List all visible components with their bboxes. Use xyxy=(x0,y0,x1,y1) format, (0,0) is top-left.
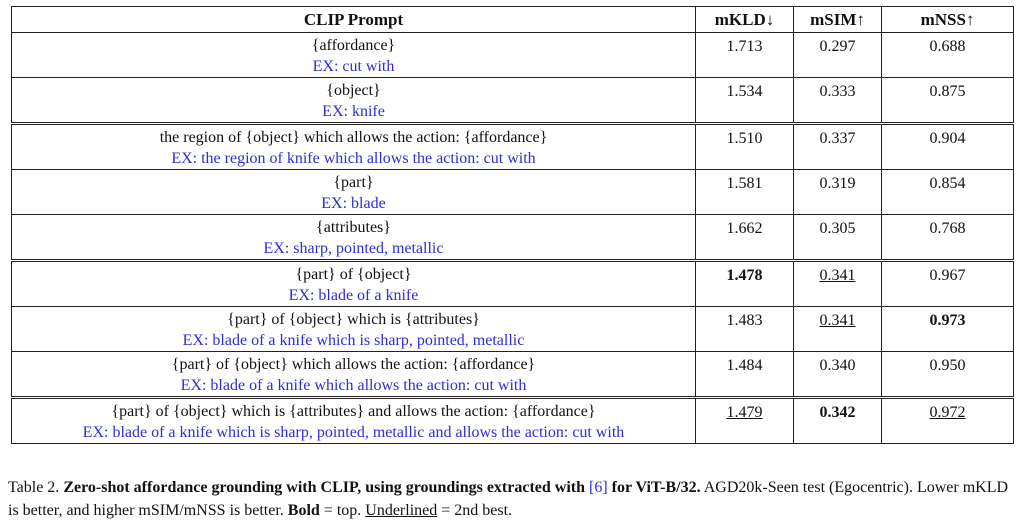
prompt-cell xyxy=(12,215,696,261)
mkld-cell xyxy=(696,215,794,261)
prompt-cell xyxy=(12,78,696,124)
prompt-example: EX: blade of a knife which is sharp, pointed, metallic and allows the action: cut with xyxy=(82,424,625,441)
prompt-cell xyxy=(12,170,696,215)
prompt-cell xyxy=(12,398,696,444)
prompt-example: EX: cut with xyxy=(312,58,395,75)
msim-value: 0.340 xyxy=(819,357,856,374)
table-row xyxy=(12,261,1014,307)
mnss-cell xyxy=(882,170,1014,215)
table-row xyxy=(12,215,1014,261)
mnss-value: 0.875 xyxy=(929,83,966,100)
mkld-cell xyxy=(696,78,794,124)
prompt-template: {object} xyxy=(326,82,381,99)
msim-value: 0.333 xyxy=(819,83,856,100)
mkld-value: 1.478 xyxy=(726,267,763,284)
caption-bold-word: Bold xyxy=(287,502,320,519)
prompt-example: EX: blade of a knife which is sharp, pointed, metallic xyxy=(182,332,525,349)
mnss-value: 0.904 xyxy=(929,130,966,147)
mnss-value: 0.688 xyxy=(929,38,966,55)
msim-cell xyxy=(794,352,882,398)
mkld-value: 1.534 xyxy=(726,83,763,100)
mnss-value: 0.854 xyxy=(929,175,966,192)
msim-value: 0.342 xyxy=(819,404,856,421)
table-row xyxy=(12,398,1014,444)
mkld-value: 1.713 xyxy=(726,38,763,55)
results-table xyxy=(11,6,1014,444)
mkld-value: 1.483 xyxy=(726,312,763,329)
msim-cell xyxy=(794,124,882,170)
msim-value: 0.305 xyxy=(819,220,856,237)
mkld-cell xyxy=(696,124,794,170)
mkld-value: 1.581 xyxy=(726,175,763,192)
caption-text-3: = 2nd best. xyxy=(441,502,513,519)
mkld-value: 1.662 xyxy=(726,220,763,237)
prompt-template: {affordance} xyxy=(311,37,396,54)
msim-cell xyxy=(794,398,882,444)
mkld-cell xyxy=(696,170,794,215)
table-row xyxy=(12,124,1014,170)
mnss-cell xyxy=(882,307,1014,352)
table-row xyxy=(12,78,1014,124)
msim-cell xyxy=(794,78,882,124)
header-mkld: mKLD↓ xyxy=(696,7,794,33)
prompt-template: {part} of {object} xyxy=(295,266,412,283)
mnss-value: 0.972 xyxy=(929,404,966,421)
prompt-example: EX: sharp, pointed, metallic xyxy=(263,240,444,257)
msim-cell xyxy=(794,33,882,78)
caption-label: Table 2. xyxy=(8,479,60,496)
caption-text-2: = top. xyxy=(323,502,362,519)
prompt-example: EX: knife xyxy=(322,103,385,120)
mkld-cell xyxy=(696,398,794,444)
prompt-example: EX: blade of a knife xyxy=(288,287,419,304)
msim-value: 0.337 xyxy=(819,130,856,147)
mnss-cell xyxy=(882,215,1014,261)
mkld-cell xyxy=(696,307,794,352)
mnss-value: 0.950 xyxy=(929,357,966,374)
prompt-template: {part} of {object} which is {attributes} xyxy=(227,311,480,328)
caption-title-part-1: Zero-shot affordance grounding with CLIP, using groundings extracted with xyxy=(63,479,586,496)
msim-cell xyxy=(794,261,882,307)
mkld-cell xyxy=(696,33,794,78)
mkld-value: 1.479 xyxy=(726,404,763,421)
mkld-value: 1.484 xyxy=(726,357,763,374)
header-clip-prompt: CLIP Prompt xyxy=(12,7,696,33)
msim-cell xyxy=(794,307,882,352)
prompt-cell xyxy=(12,261,696,307)
prompt-cell xyxy=(12,124,696,170)
mnss-cell xyxy=(882,398,1014,444)
msim-value: 0.319 xyxy=(819,175,856,192)
prompt-example: EX: blade of a knife which allows the action: cut with xyxy=(180,377,527,394)
prompt-example: EX: the region of knife which allows the action: cut with xyxy=(171,150,536,167)
mnss-value: 0.973 xyxy=(929,312,966,329)
prompt-cell xyxy=(12,307,696,352)
table-row xyxy=(12,33,1014,78)
mnss-cell xyxy=(882,78,1014,124)
caption-title-part-2: for ViT-B/32. xyxy=(611,479,701,496)
header-row xyxy=(12,7,1014,33)
mnss-value: 0.967 xyxy=(929,267,966,284)
mnss-cell xyxy=(882,124,1014,170)
prompt-template: {part} of {object} which is {attributes} and allows the action: {affordance} xyxy=(111,403,596,420)
table-row xyxy=(12,307,1014,352)
prompt-example: EX: blade xyxy=(321,195,386,212)
prompt-template: {attributes} xyxy=(316,219,391,236)
mkld-cell xyxy=(696,261,794,307)
prompt-template: the region of {object} which allows the action: {affordance} xyxy=(159,129,548,146)
prompt-template: {part} xyxy=(333,174,374,191)
msim-value: 0.341 xyxy=(819,267,856,284)
table-row xyxy=(12,170,1014,215)
mnss-cell xyxy=(882,261,1014,307)
prompt-cell xyxy=(12,352,696,398)
mkld-value: 1.510 xyxy=(726,130,763,147)
msim-cell xyxy=(794,170,882,215)
msim-cell xyxy=(794,215,882,261)
citation-link[interactable]: [6] xyxy=(589,479,608,496)
caption-underline-word: Underlined xyxy=(365,502,438,519)
header-mnss: mNSS↑ xyxy=(882,7,1014,33)
mnss-cell xyxy=(882,33,1014,78)
msim-value: 0.341 xyxy=(819,312,856,329)
caption-text-1: AGD20k-Seen test (Egocentric). Lower mKLD is better, and higher mSIM/mNSS is better. xyxy=(8,479,1009,519)
table-row xyxy=(12,352,1014,398)
mnss-cell xyxy=(882,352,1014,398)
prompt-template: {part} of {object} which allows the action: {affordance} xyxy=(171,356,536,373)
prompt-cell xyxy=(12,33,696,78)
header-msim: mSIM↑ xyxy=(794,7,882,33)
table-caption xyxy=(8,476,1016,522)
msim-value: 0.297 xyxy=(819,38,856,55)
mkld-cell xyxy=(696,352,794,398)
mnss-value: 0.768 xyxy=(929,220,966,237)
